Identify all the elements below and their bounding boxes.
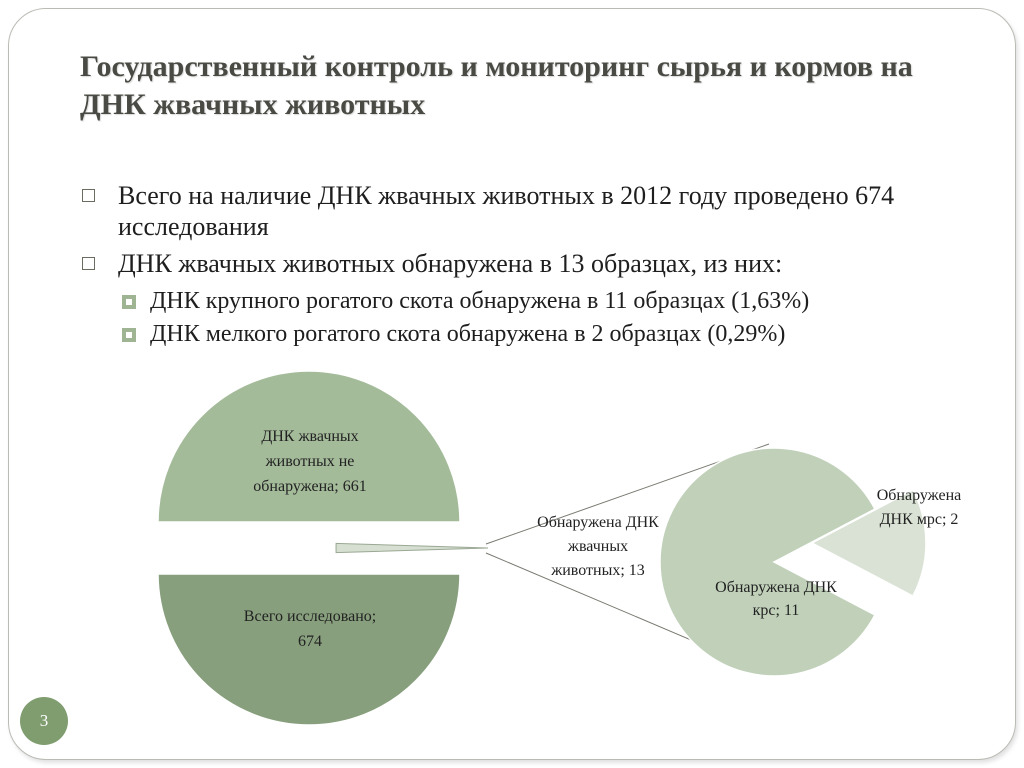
label-mrs-line: ДНК мрс; 2 xyxy=(879,511,959,528)
label-not-found xyxy=(253,428,366,495)
label-found xyxy=(537,514,659,579)
label-found-line: животных; 13 xyxy=(551,562,645,579)
label-krs-line: крс; 11 xyxy=(752,602,800,619)
label-not-found-line: животных не xyxy=(265,453,355,470)
label-found-line: жвачных xyxy=(567,538,629,555)
label-krs-line: Обнаружена ДНК xyxy=(715,579,837,596)
pie-slice-not-found xyxy=(158,371,460,522)
sub-bullet-text: ДНК мелкого рогатого скота обнаружена в 2 образцах (0,29%) xyxy=(150,321,786,347)
bullet-text: ДНК жвачных животных обнаружена в 13 образцах, из них: xyxy=(118,249,783,278)
pie-slice-found xyxy=(336,543,488,552)
label-mrs-line: Обнаружена xyxy=(876,487,962,504)
label-not-found-line: обнаружена; 661 xyxy=(253,478,367,495)
label-not-found-line: ДНК жвачных xyxy=(261,428,359,445)
slide-title: Государственный контроль и мониторинг сырья и кормов на ДНК жвачных животных xyxy=(80,50,913,121)
bullet-text: Всего на наличие ДНК жвачных животных в 2012 году проведено 674 исследования xyxy=(118,181,895,241)
label-total-line: Всего исследовано; xyxy=(243,608,377,625)
sub-bullet-text: ДНК крупного рогатого скота обнаружена в 11 образцах (1,63%) xyxy=(150,288,810,314)
label-total-line: 674 xyxy=(298,633,322,650)
label-found-line: Обнаружена ДНК xyxy=(537,514,659,531)
pie-slice-krs xyxy=(660,448,875,676)
slide-number-badge: 3 xyxy=(20,697,68,745)
